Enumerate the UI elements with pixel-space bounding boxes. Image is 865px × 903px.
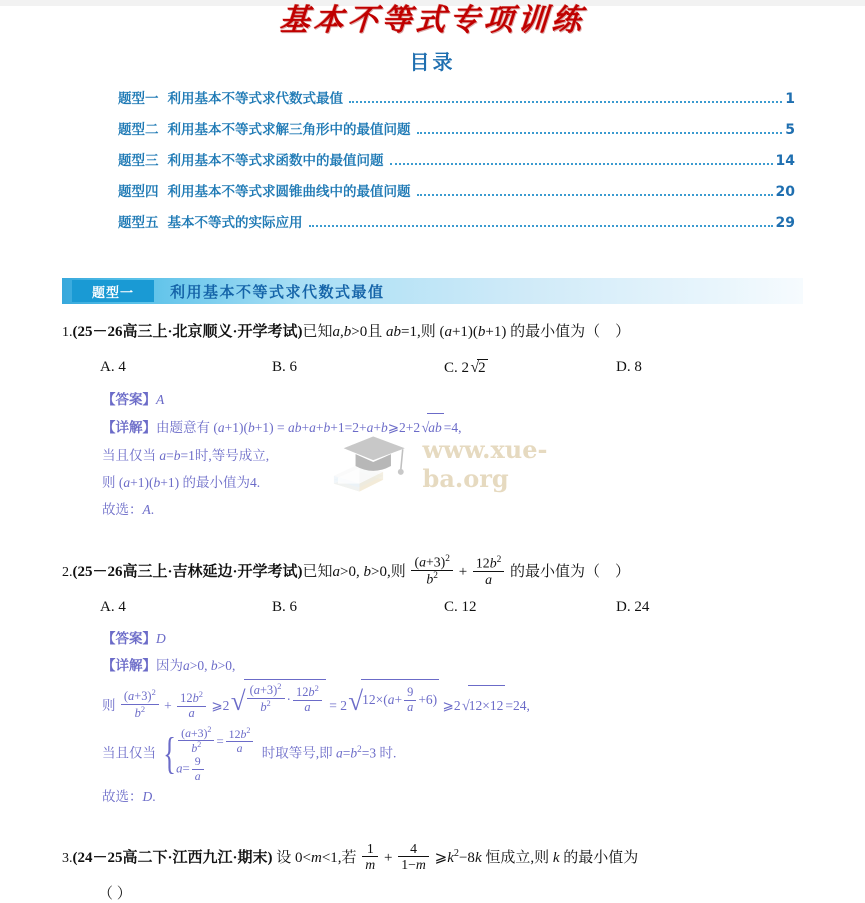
section-title: 利用基本不等式求代数式最值 <box>170 282 385 301</box>
toc-entry-page: 5 <box>785 122 795 138</box>
toc-entry[interactable] <box>118 149 795 180</box>
detail-label: 【详解】 <box>102 420 156 435</box>
toc-entry-label: 利用基本不等式求圆锥曲线中的最值问题 <box>167 184 411 200</box>
question-3-stem <box>62 824 825 876</box>
option-c[interactable]: C. 2√2 <box>444 359 486 376</box>
option-d[interactable]: D. 8 <box>616 359 642 375</box>
toc-entry-number: 题型五 <box>118 215 159 231</box>
toc-leader-dots <box>417 131 783 134</box>
toc-entry-number: 题型二 <box>118 122 159 138</box>
answer-value: A <box>156 392 165 407</box>
toc-leader-dots <box>417 193 773 196</box>
option-c[interactable]: C. 12 <box>444 599 477 616</box>
toc-entry-page: 29 <box>775 215 795 231</box>
question-1-source: (25－26高三上·北京顺义·开学考试) <box>72 324 303 340</box>
question-1-text: 已知a,b>0且 ab=1,则 (a+1)(b+1) 的最小值为（ ） <box>302 324 631 340</box>
toc-entry[interactable] <box>118 118 795 149</box>
option-a[interactable]: A. 4 <box>100 359 126 375</box>
question-1-number: 1. <box>62 325 73 340</box>
question-1 <box>62 304 825 523</box>
detail-line-3: 则 (a+1)(b+1) 的最小值为4. <box>102 475 261 490</box>
watermark-text: www.xue-ba.org <box>422 435 548 493</box>
detail-line-2: 当且仅当 a=b=1时,等号成立, <box>102 448 270 463</box>
question-2-number: 2. <box>62 565 73 581</box>
toc-leader-dots <box>309 224 773 227</box>
detail-line-1: 【详解】由题意有 (a+1)(b+1) = ab+a+b+1=2+a+b⩾2+2√ab =4, <box>102 413 825 442</box>
toc-entry[interactable] <box>118 180 795 211</box>
option-a[interactable]: A. 4 <box>100 599 126 616</box>
toc-entry-page: 1 <box>785 91 795 107</box>
detail-label: 【详解】 <box>102 658 156 674</box>
equation-system: { $\frac{(a+3)^2}{b^2}$ = $\frac{12b^2}{a}$ a= $\frac{9}{a}$ <box>159 726 255 783</box>
detail-line-4: 故选：A. <box>102 502 155 517</box>
toc-entry-label: 利用基本不等式求代数式最值 <box>167 91 343 107</box>
toc-entry-number: 题型一 <box>118 91 159 107</box>
question-1-solution <box>62 377 825 523</box>
detail-line-1: 【详解】因为a>0, b>0, <box>102 658 236 674</box>
question-3-source: (24－25高二下·江西九江·期末) <box>72 849 273 866</box>
question-2-options <box>62 588 825 616</box>
toc-entry[interactable] <box>118 211 795 242</box>
answer-line <box>102 386 825 413</box>
answer-value: D <box>156 631 166 647</box>
toc-entry-number: 题型四 <box>118 184 159 200</box>
detail-line-2: 则 $\frac{(a+3)^2}{b^2}$ + $\frac{12b^2}{a}$ ⩾2√ $\frac{(a+3)^2}{b^2}$ · $\frac{12b^2}{a}$ = 2√12×(a+ $\frac{9}{a}$ +6) ⩾2√12×12 =24, <box>102 679 825 726</box>
question-3-number: 3. <box>62 850 73 866</box>
detail-line-4: 故选：D. <box>102 788 156 804</box>
toc-entry-number: 题型三 <box>118 153 159 169</box>
section-badge: 题型一 <box>72 280 154 302</box>
table-of-contents <box>118 87 795 242</box>
question-2 <box>62 541 825 810</box>
toc-entry-label: 利用基本不等式求函数中的最值问题 <box>167 153 384 169</box>
question-1-stem <box>62 304 825 348</box>
answer-line <box>102 625 825 652</box>
question-2-source: (25－26高三上·吉林延边·开学考试) <box>72 564 303 581</box>
toc-heading: 目录 <box>409 50 456 74</box>
option-b[interactable]: B. 6 <box>272 599 298 616</box>
question-3-answer-blank: （ ） <box>98 885 132 902</box>
toc-entry-label: 利用基本不等式求解三角形中的最值问题 <box>167 122 411 138</box>
toc-leader-dots <box>349 100 782 103</box>
question-3 <box>62 824 825 903</box>
detail-line-3: 当且仅当 { $\frac{(a+3)^2}{b^2}$ = $\frac{12b^2}{a}$ a= $\frac{9}{a}$ 时取等号,即 $a=b^2=3$ 时. <box>102 725 397 783</box>
toc-leader-dots <box>390 162 773 165</box>
question-2-stem <box>62 541 825 588</box>
option-b[interactable]: B. 6 <box>272 359 298 375</box>
question-2-solution <box>62 616 825 810</box>
question-1-options <box>62 348 825 377</box>
toc-entry-page: 20 <box>775 184 795 200</box>
section-header <box>62 278 803 304</box>
answer-label: 【答案】 <box>102 392 156 407</box>
toc-entry-page: 14 <box>775 153 795 169</box>
question-2-text: 已知a>0, b>0,则 $\frac{(a+3)^2}{b^2}$ + $\frac{12b^2}{a}$ 的最小值为（ ） <box>302 554 631 587</box>
option-d[interactable]: D. 24 <box>616 599 650 616</box>
question-3-text: 设 0<m<1,若 $\frac{1}{m}$ + $\frac{4}{1-m}$ $⩾k^2-8k$ 恒成立,则 k 的最小值为 <box>272 840 639 873</box>
page-title: 基本不等式专项训练 <box>278 3 587 38</box>
toc-entry[interactable] <box>118 87 795 118</box>
toc-entry-label: 基本不等式的实际应用 <box>167 215 303 231</box>
answer-label: 【答案】 <box>102 631 156 647</box>
